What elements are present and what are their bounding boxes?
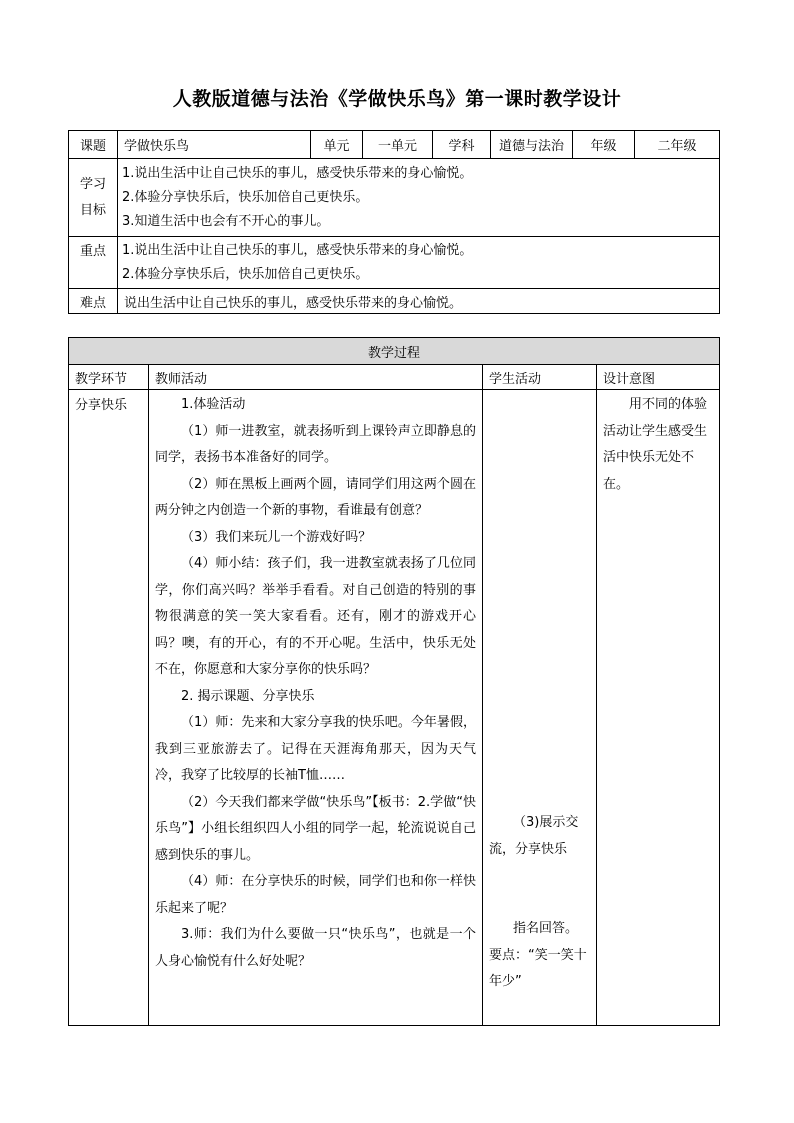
teacher-paragraph: （4）师：在分享快乐的时候，同学们也和你一样快乐起来了呢？: [155, 874, 476, 916]
subject-label: 学科: [433, 131, 491, 159]
student-activity-2: 指名回答。要点：“笑一笑十年少”: [489, 921, 587, 989]
difficulty-content: 说出生活中让自己快乐的事儿，感受快乐带来的身心愉悦。: [118, 289, 720, 314]
teacher-paragraph: （3）我们来玩儿一个游戏好吗？: [181, 529, 372, 545]
goal-item: 2.体验分享快乐后，快乐加倍自己更快乐。: [122, 189, 369, 205]
stage-cell: 分享快乐: [69, 390, 149, 1026]
teacher-paragraph: （1）师一进教室，就表扬听到上课铃声立即静息的同学，表扬书本准备好的同学。: [155, 423, 476, 465]
student-activity-cell: [483, 390, 597, 1026]
unit-value: 一单元: [363, 131, 433, 159]
key-item: 2.体验分享快乐后，快乐加倍自己更快乐。: [122, 266, 369, 282]
col-student-header: 学生活动: [483, 365, 597, 390]
teacher-paragraph: （2）师在黑板上画两个圆，请同学们用这两个圆在两分钟之内创造一个新的事物，看谁最有创意？: [155, 476, 476, 518]
goal-item: 1.说出生活中让自己快乐的事儿，感受快乐带来的身心愉悦。: [122, 165, 473, 181]
goals-label-line-1: 学习: [79, 176, 106, 192]
design-text: 用不同的体验活动让学生感受生活中快乐无处不在。: [603, 397, 708, 492]
goals-label: [69, 159, 118, 237]
teacher-paragraph: 3.师：我们为什么要做一只“快乐鸟”，也就是一个人身心愉悦有什么好处呢？: [155, 927, 476, 969]
goal-item: 3.知道生活中也会有不开心的事儿。: [122, 213, 330, 229]
teacher-paragraph: （1）师：先来和大家分享我的快乐吧。今年暑假，我到三亚旅游去了。记得在天涯海角那天，因为天气冷，我穿了比较厚的长袖T恤……: [155, 715, 476, 783]
teacher-paragraph: 1.体验活动: [181, 397, 246, 412]
col-stage-header: 教学环节: [69, 365, 149, 390]
course-info-table: [68, 130, 720, 314]
teaching-process-table: [68, 337, 720, 1026]
unit-label: 单元: [311, 131, 363, 159]
subject-value: 道德与法治: [491, 131, 573, 159]
col-teacher-header: 教师活动: [149, 365, 483, 390]
grade-value: 二年级: [635, 131, 720, 159]
teacher-paragraph: （4）师小结：孩子们，我一进教室就表扬了几位同学，你们高兴吗？举举手看看。对自己创造的特别的事物很满意的笑一笑大家看看。还有，刚才的游戏开心吗？噢，有的开心，有的不开心呢。生活中，快乐无处不在，你愿意和大家分享你的快乐吗？: [155, 556, 476, 677]
topic-label: 课题: [69, 131, 118, 159]
grade-label: 年级: [573, 131, 635, 159]
teacher-paragraph: 2. 揭示课题、分享快乐: [181, 688, 315, 704]
goals-label-line-2: 目标: [79, 202, 106, 218]
key-content: [118, 237, 720, 289]
design-intent-cell: [597, 390, 720, 1026]
topic-value: 学做快乐鸟: [118, 131, 311, 159]
teacher-activity-cell: [149, 390, 483, 1026]
difficulty-label: 难点: [69, 289, 118, 314]
student-activity-1: （3)展示交流，分享快乐: [489, 815, 579, 857]
goals-content: [118, 159, 720, 237]
col-design-header: 设计意图: [597, 365, 720, 390]
key-item: 1.说出生活中让自己快乐的事儿，感受快乐带来的身心愉悦。: [122, 242, 473, 258]
page-title: 人教版道德与法治《学做快乐鸟》第一课时教学设计: [172, 88, 622, 110]
teacher-paragraph: （2）今天我们都来学做“快乐鸟”【板书：2.学做“快乐鸟”】小组长组织四人小组的同学一起，轮流说说自己感到快乐的事儿。: [155, 794, 476, 863]
key-label: 重点: [69, 237, 118, 289]
process-header: 教学过程: [69, 338, 720, 365]
